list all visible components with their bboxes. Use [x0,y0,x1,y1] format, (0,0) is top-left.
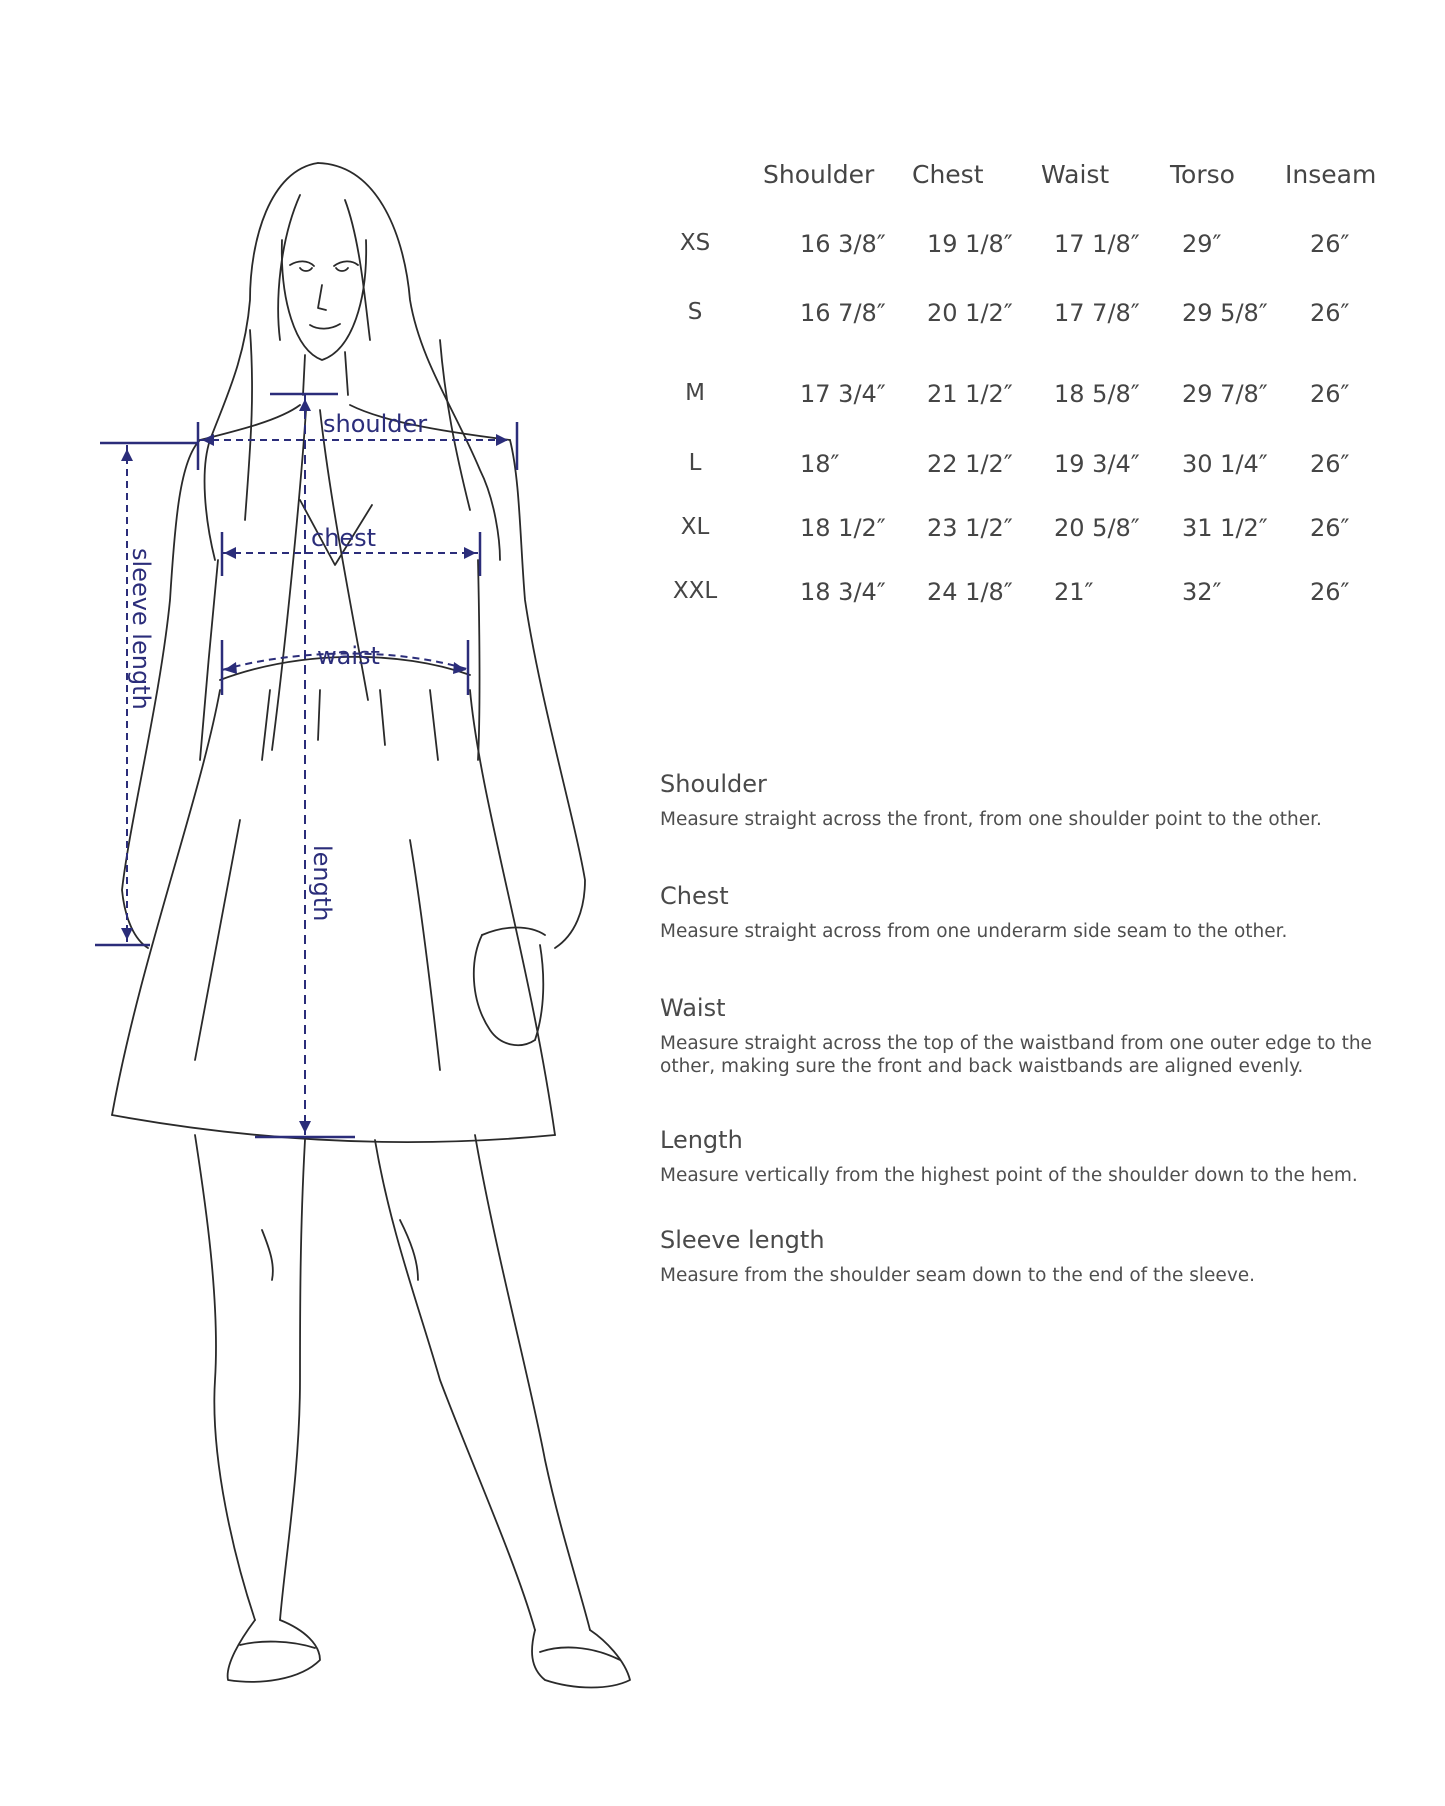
guide-item-waist [660,994,1390,1078]
torso-value: 30 1/4″ [1182,450,1268,478]
waist-value: 20 5/8″ [1054,514,1140,542]
guide-title: Chest [660,882,729,910]
guide-item-length [660,1126,1390,1187]
inseam-value: 26″ [1310,514,1350,542]
inseam-value: 26″ [1310,450,1350,478]
table-row [650,578,1410,618]
size-label: XL [680,514,710,540]
size-label: M [685,380,705,406]
guide-text: Measure vertically from the highest point of the shoulder down to the hem. [660,1165,1358,1186]
torso-value: 31 1/2″ [1182,514,1268,542]
guide-title: Length [660,1126,743,1154]
shoulder-value: 18 1/2″ [800,514,886,542]
column-header-chest: Chest [912,160,984,189]
torso-value: 32″ [1182,578,1222,606]
chest-dimension-label: chest [311,524,377,552]
shoulder-value: 18 3/4″ [800,578,886,606]
size-label: XXL [672,578,718,604]
waist-value: 21″ [1054,578,1094,606]
shoulder-value: 18″ [800,450,840,478]
guide-title: Sleeve length [660,1226,825,1254]
shoulder-value: 16 3/8″ [800,230,886,258]
torso-value: 29 5/8″ [1182,299,1268,327]
table-row [650,450,1410,490]
chest-value: 20 1/2″ [927,299,1013,327]
chest-value: 21 1/2″ [927,380,1013,408]
column-header-waist: Waist [1041,160,1110,189]
figure-sketch [112,163,630,1688]
guide-text: Measure straight across from one underarm side seam to the other. [660,921,1288,942]
column-header-shoulder: Shoulder [763,160,875,189]
size-label: XS [679,230,711,256]
dimension-arrowheads [121,399,508,1133]
table-row [650,380,1410,420]
column-header-torso: Torso [1170,160,1235,189]
length-dimension-label: length [308,845,336,922]
size-chart-table [650,160,1410,620]
shoulder-value: 16 7/8″ [800,299,886,327]
shoulder-value: 17 3/4″ [800,380,886,408]
table-row [650,230,1410,270]
dimension-markers [95,394,517,1137]
guide-title: Shoulder [660,770,767,798]
guide-item-chest [660,882,1390,943]
waist-value: 18 5/8″ [1054,380,1140,408]
waist-value: 17 1/8″ [1054,230,1140,258]
waist-value: 17 7/8″ [1054,299,1140,327]
chest-value: 22 1/2″ [927,450,1013,478]
inseam-value: 26″ [1310,578,1350,606]
waist-dimension-label: waist [317,642,380,670]
guide-text: Measure from the shoulder seam down to the end of the sleeve. [660,1265,1256,1286]
guide-text: Measure straight across the top of the waistband from one outer edge to the other, making sure the front and back waistbands are aligned evenly. [660,1033,1372,1077]
guide-text: Measure straight across the front, from one shoulder point to the other. [660,809,1322,830]
chest-value: 23 1/2″ [927,514,1013,542]
chest-value: 19 1/8″ [927,230,1013,258]
waist-value: 19 3/4″ [1054,450,1140,478]
inseam-value: 26″ [1310,380,1350,408]
shoulder-dimension-label: shoulder [323,410,428,438]
table-row [650,514,1410,554]
table-row [650,299,1410,339]
guide-item-shoulder [660,770,1390,831]
guide-item-sleeve-length [660,1226,1390,1287]
chest-value: 24 1/8″ [927,578,1013,606]
inseam-value: 26″ [1310,299,1350,327]
torso-value: 29 7/8″ [1182,380,1268,408]
inseam-value: 26″ [1310,230,1350,258]
column-header-inseam: Inseam [1285,160,1377,189]
size-label: S [687,299,703,325]
guide-title: Waist [660,994,726,1022]
sleeve-length-dimension-label: sleeve length [127,548,155,710]
torso-value: 29″ [1182,230,1222,258]
size-label: L [688,450,702,476]
